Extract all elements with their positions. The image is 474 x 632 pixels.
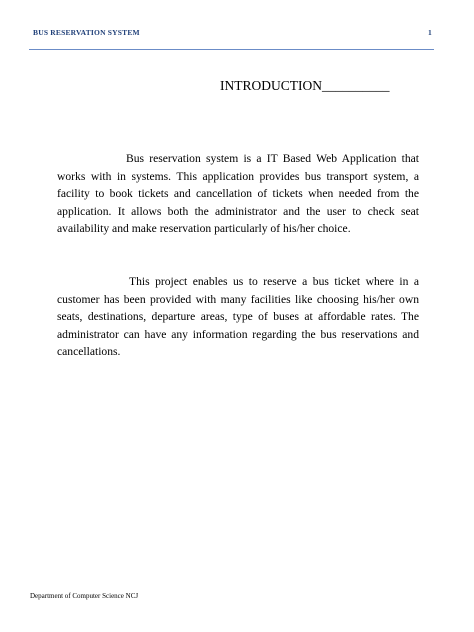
header-title: BUS RESERVATION SYSTEM <box>33 28 140 37</box>
paragraph-text: This project enables us to reserve a bus ticket where in a customer has been provided with many facilities like choosing his/her own seats, destinations, departure areas, type of buses at affordable rates. The administrator can have any information regarding the bus reservations and cancellations. <box>57 275 419 359</box>
page-footer: Department of Computer Science NCJ <box>30 592 139 600</box>
paragraph-project <box>57 273 419 361</box>
section-heading: INTRODUCTION__________ <box>220 78 390 93</box>
paragraph-intro <box>57 150 419 238</box>
page-number: 1 <box>428 28 432 37</box>
paragraph-text: Bus reservation system is a IT Based Web Application that works with in systems. This application provides bus transport system, a facility to book tickets and cancellation of tickets when needed from the application. It allows both the administrator and the user to check seat availability and make reservation particularly of his/her choice. <box>57 152 419 236</box>
page-header <box>33 28 432 40</box>
header-divider <box>29 49 434 50</box>
